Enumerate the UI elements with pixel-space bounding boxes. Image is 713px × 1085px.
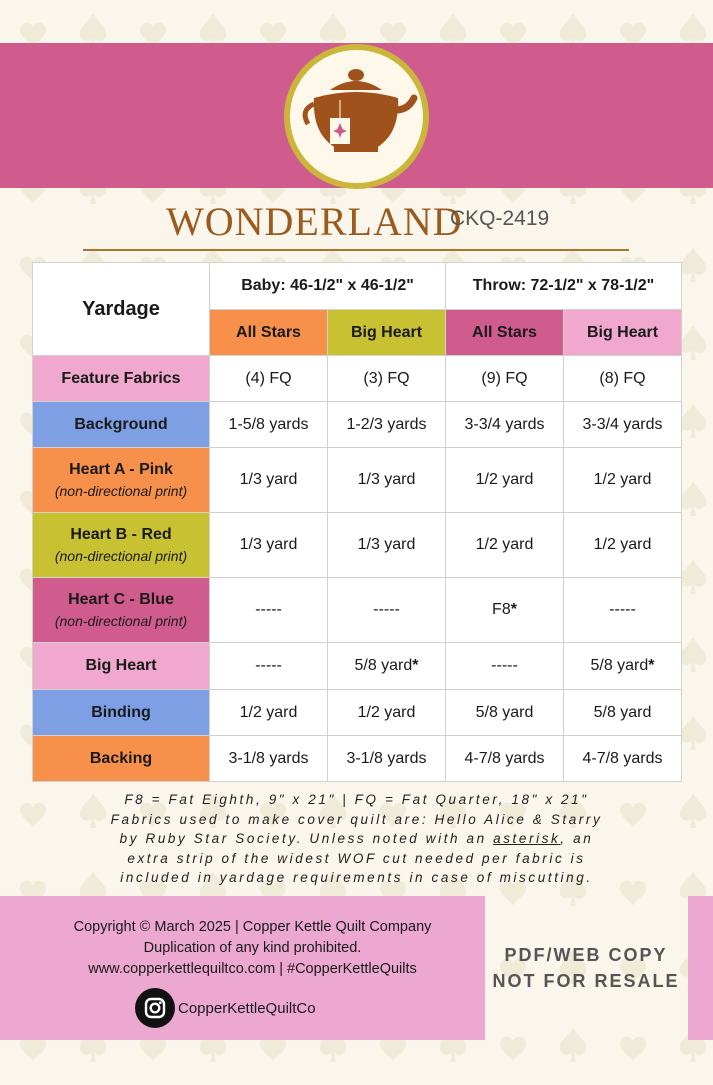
resale-notice: [486, 942, 686, 994]
table-cell: 3-3/4 yards: [446, 402, 564, 448]
table-cell: -----: [210, 643, 328, 690]
resale-line: PDF/WEB COPY: [504, 945, 668, 965]
instagram-handle[interactable]: CopperKettleQuiltCo: [178, 1000, 316, 1017]
instagram-icon[interactable]: [135, 988, 175, 1028]
table-cell: 1/2 yard: [210, 690, 328, 736]
variant-header: All Stars: [446, 310, 564, 356]
row-label: Background: [33, 402, 210, 448]
table-cell: 1/3 yard: [210, 448, 328, 513]
table-cell: 1/3 yard: [328, 448, 446, 513]
website-links[interactable]: www.copperkettlequiltco.com | #CopperKettleQuilts: [88, 961, 417, 977]
table-row: [33, 448, 682, 513]
table-row: [33, 690, 682, 736]
prohibited-line: Duplication of any kind prohibited.: [143, 940, 362, 956]
notes-line: extra strip of the widest WOF cut needed per fabric is: [127, 850, 586, 866]
table-row: [33, 643, 682, 690]
table-cell: 5/8 yard: [446, 690, 564, 736]
logo-badge: [284, 44, 429, 189]
row-label-title: Heart B - Red: [70, 526, 172, 543]
table-row: [33, 513, 682, 578]
variant-header: All Stars: [210, 310, 328, 356]
table-cell: 3-1/8 yards: [328, 736, 446, 782]
table-cell: 4-7/8 yards: [564, 736, 682, 782]
table-cell: 1/2 yard: [446, 513, 564, 578]
yardage-table: [32, 262, 682, 782]
table-cell: 1-5/8 yards: [210, 402, 328, 448]
pattern-title: WONDERLAND: [166, 199, 463, 244]
table-cell: (3) FQ: [328, 356, 446, 402]
notes-line: Fabrics used to make cover quilt are: Hello Alice & Starry: [110, 811, 603, 827]
table-cell: (8) FQ: [564, 356, 682, 402]
table-cell: 5/8 yard*: [328, 643, 446, 690]
table-cell: 5/8 yard*: [564, 643, 682, 690]
table-row: [33, 356, 682, 402]
row-label: Feature Fabrics: [33, 356, 210, 402]
row-label-title: Heart A - Pink: [69, 461, 173, 478]
table-cell: 3-3/4 yards: [564, 402, 682, 448]
table-cell: -----: [210, 578, 328, 643]
table-row: [33, 736, 682, 782]
teapot-logo-icon: [290, 50, 423, 183]
title-block: [0, 196, 713, 246]
row-label: Backing: [33, 736, 210, 782]
pattern-code: CKQ-2419: [450, 207, 550, 230]
row-label: [33, 513, 210, 578]
yardage-corner-label: Yardage: [33, 263, 210, 356]
resale-line: NOT FOR RESALE: [492, 971, 680, 991]
table-cell: 4-7/8 yards: [446, 736, 564, 782]
table-cell: 1/2 yard: [328, 690, 446, 736]
row-label-note: (non-directional print): [54, 548, 188, 564]
table-cell: (4) FQ: [210, 356, 328, 402]
table-row: [33, 402, 682, 448]
notes-line: [40, 829, 673, 849]
table-cell: 1-2/3 yards: [328, 402, 446, 448]
row-label: [33, 578, 210, 643]
row-label: Big Heart: [33, 643, 210, 690]
table-cell: 1/3 yard: [328, 513, 446, 578]
row-label-title: Heart C - Blue: [68, 591, 174, 608]
table-cell: F8*: [446, 578, 564, 643]
notes-line: F8 = Fat Eighth, 9" x 21" | FQ = Fat Quarter, 18" x 21": [124, 792, 589, 807]
size-throw-header: Throw: 72-1/2" x 78-1/2": [446, 263, 682, 310]
variant-header: Big Heart: [328, 310, 446, 356]
table-row: [33, 578, 682, 643]
row-label: Binding: [33, 690, 210, 736]
table-cell: (9) FQ: [446, 356, 564, 402]
table-cell: 1/2 yard: [564, 448, 682, 513]
notes-text: by Ruby Star Society. Unless noted with an: [119, 831, 494, 846]
fabric-notes: [40, 790, 673, 888]
title-divider: [83, 249, 629, 251]
asterisk-note-link: asterisk: [493, 831, 561, 846]
row-label: [33, 448, 210, 513]
table-cell: -----: [328, 578, 446, 643]
table-cell: 5/8 yard: [564, 690, 682, 736]
table-cell: -----: [564, 578, 682, 643]
table-cell: 3-1/8 yards: [210, 736, 328, 782]
instagram-glyph-icon: [135, 988, 175, 1028]
footer-edge-strip: [688, 896, 713, 1040]
copyright-block: [10, 917, 495, 980]
row-label-note: (non-directional print): [54, 483, 188, 499]
table-cell: 1/2 yard: [564, 513, 682, 578]
copyright-line: Copyright © March 2025 | Copper Kettle Quilt Company: [73, 919, 432, 935]
variant-header: Big Heart: [564, 310, 682, 356]
size-baby-header: Baby: 46-1/2" x 46-1/2": [210, 263, 446, 310]
table-cell: -----: [446, 643, 564, 690]
notes-text: , an: [560, 831, 594, 846]
notes-line: included in yardage requirements in case of miscutting.: [120, 870, 593, 885]
row-label-note: (non-directional print): [54, 613, 188, 629]
table-cell: 1/3 yard: [210, 513, 328, 578]
table-cell: 1/2 yard: [446, 448, 564, 513]
